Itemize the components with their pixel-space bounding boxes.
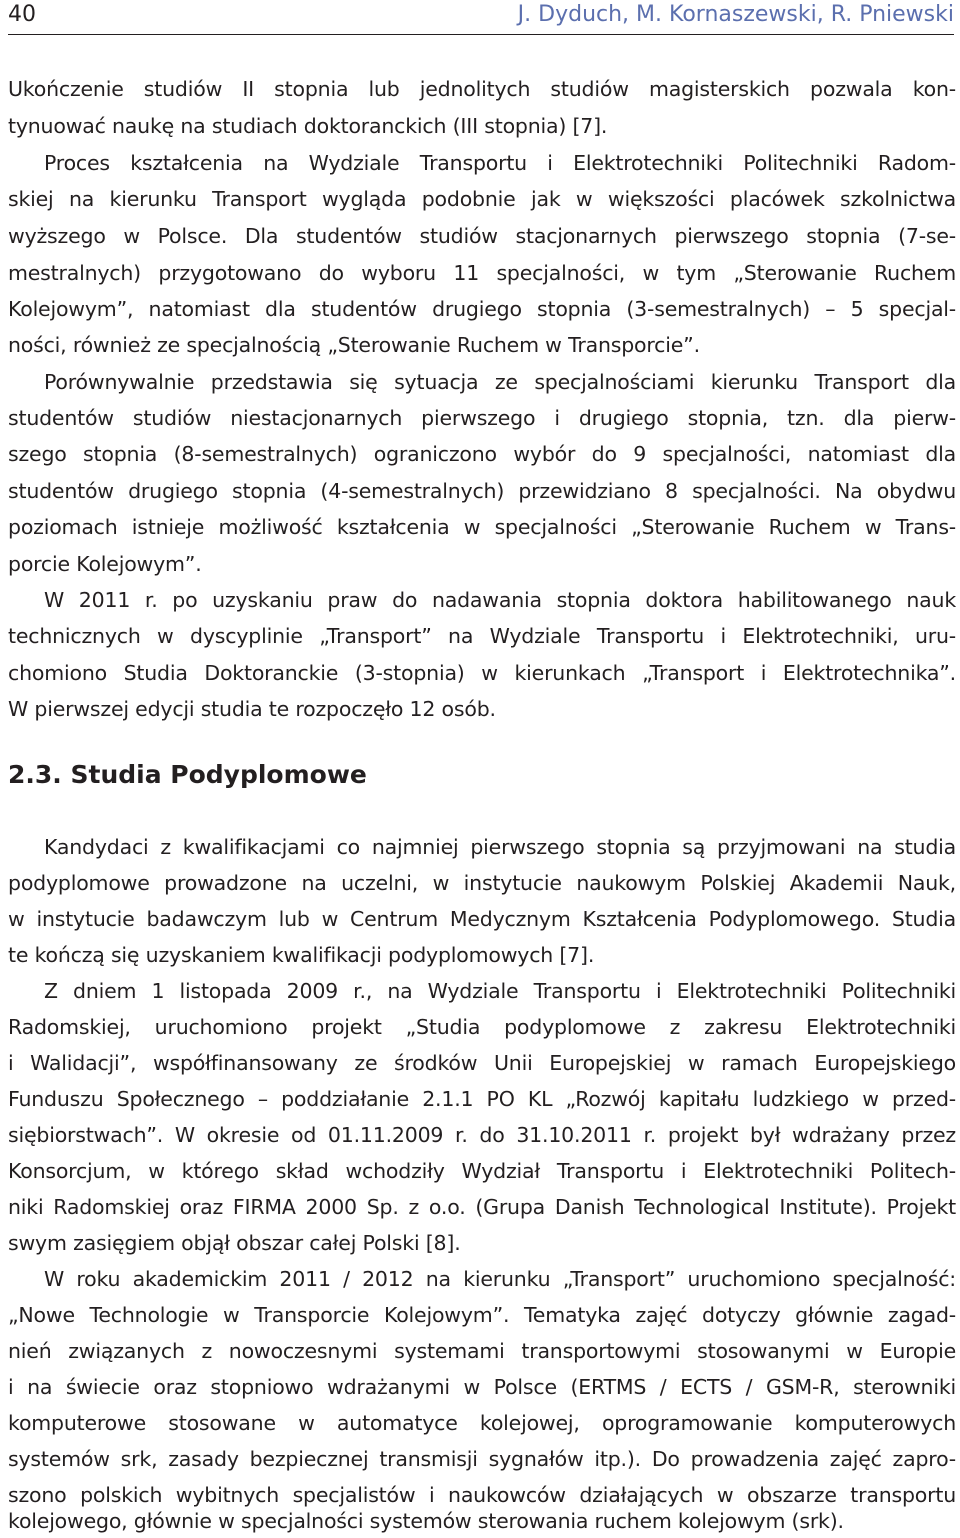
text-line: mestralnych) przygotowano do wyboru 11 specjalności, w tym „Sterowanie Ruchem — [8, 261, 956, 285]
text-line: W roku akademickim 2011 / 2012 na kierunku „Transport” uruchomiono specjalność: — [44, 1267, 956, 1291]
text-line: w instytucie badawczym lub w Centrum Medycznym Kształcenia Podyplomowego. Studia — [8, 907, 956, 931]
text-line: W pierwszej edycji studia te rozpoczęło 12 osób. — [8, 697, 496, 721]
text-line: Proces kształcenia na Wydziale Transportu i Elektrotechniki Politechniki Radom- — [44, 151, 956, 175]
text-line: i na świecie oraz stopniowo wdrażanymi w Polsce (ERTMS / ECTS / GSM-R, sterowniki — [8, 1375, 956, 1399]
text-line: Konsorcjum, w którego skład wchodziły Wydział Transportu i Elektrotechniki Politech- — [8, 1159, 956, 1183]
text-line: studentów studiów niestacjonarnych pierwszego i drugiego stopnia, tzn. dla pierw- — [8, 406, 956, 430]
text-line: Kolejowym”, natomiast dla studentów drugiego stopnia (3-semestralnych) – 5 specjal- — [8, 297, 956, 321]
text-line: wyższego w Polsce. Dla studentów studiów stacjonarnych pierwszego stopnia (7-se- — [8, 224, 956, 248]
text-line: i Walidacji”, współfinansowany ze środków Unii Europejskiej w ramach Europejskiego — [8, 1051, 956, 1075]
text-line: Z dniem 1 listopada 2009 r., na Wydziale Transportu i Elektrotechniki Politechniki — [44, 979, 956, 1003]
text-line: Ukończenie studiów II stopnia lub jednolitych studiów magisterskich pozwala kon- — [8, 77, 956, 101]
text-line: szono polskich wybitnych specjalistów i naukowców działających w obszarze transportu — [8, 1483, 956, 1507]
text-line: ności, również ze specjalnością „Sterowanie Ruchem w Transporcie”. — [8, 333, 700, 357]
text-line: skiej na kierunku Transport wygląda podobnie jak w większości placówek szkolnictwa — [8, 187, 956, 211]
text-line: swym zasięgiem objął obszar całej Polski [8]. — [8, 1231, 461, 1255]
text-line: W 2011 r. po uzyskaniu praw do nadawania stopnia doktora habilitowanego nauk — [44, 588, 956, 612]
text-line: porcie Kolejowym”. — [8, 552, 202, 576]
text-line: podyplomowe prowadzone na uczelni, w instytucie naukowym Polskiej Akademii Nauk, — [8, 871, 956, 895]
text-line: Funduszu Społecznego – poddziałanie 2.1.1 PO KL „Rozwój kapitału ludzkiego w przed- — [8, 1087, 956, 1111]
page-header — [8, 0, 954, 35]
text-line: Kandydaci z kwalifikacjami co najmniej pierwszego stopnia są przyjmowani na studia — [44, 835, 956, 859]
text-line: chomiono Studia Doktoranckie (3-stopnia) w kierunkach „Transport i Elektrotechnika”. — [8, 661, 956, 685]
text-line: Radomskiej, uruchomiono projekt „Studia podyplomowe z zakresu Elektrotechniki — [8, 1015, 956, 1039]
running-head: J. Dyduch, M. Kornaszewski, R. Pniewski — [517, 2, 954, 27]
text-line: „Nowe Technologie w Transporcie Kolejowym”. Tematyka zajęć dotyczy głównie zagad- — [8, 1303, 956, 1327]
text-line: technicznych w dyscyplinie „Transport” na Wydziale Transportu i Elektrotechniki, uru- — [8, 624, 956, 648]
text-line: szego stopnia (8-semestralnych) ograniczono wybór do 9 specjalności, natomiast dla — [8, 442, 956, 466]
text-line: nień związanych z nowoczesnymi systemami transportowymi stosowanymi w Europie — [8, 1339, 956, 1363]
text-line: kolejowego, głównie w specjalności systemów sterowania ruchem kolejowym (srk). — [8, 1509, 844, 1533]
text-line: te kończą się uzyskaniem kwalifikacji podyplomowych [7]. — [8, 943, 595, 967]
section-heading: 2.3. Studia Podyplomowe — [8, 760, 367, 789]
text-line: poziomach istnieje możliwość kształcenia w specjalności „Sterowanie Ruchem w Trans- — [8, 515, 956, 539]
text-line: studentów drugiego stopnia (4-semestralnych) przewidziano 8 specjalności. Na obydwu — [8, 479, 956, 503]
page-number: 40 — [8, 2, 36, 27]
text-line: niki Radomskiej oraz FIRMA 2000 Sp. z o.o. (Grupa Danish Technological Institute). Projekt — [8, 1195, 956, 1219]
text-line: komputerowe stosowane w automatyce kolejowej, oprogramowanie komputerowych — [8, 1411, 956, 1435]
text-line: tynuować naukę na studiach doktoranckich (III stopnia) [7]. — [8, 114, 608, 138]
text-line: siębiorstwach”. W okresie od 01.11.2009 r. do 31.10.2011 r. projekt był wdrażany przez — [8, 1123, 956, 1147]
text-line: Porównywalnie przedstawia się sytuacja ze specjalnościami kierunku Transport dla — [44, 370, 956, 394]
text-line: systemów srk, zasady bezpiecznej transmisji sygnałów itp.). Do prowadzenia zajęć zapro- — [8, 1447, 956, 1471]
